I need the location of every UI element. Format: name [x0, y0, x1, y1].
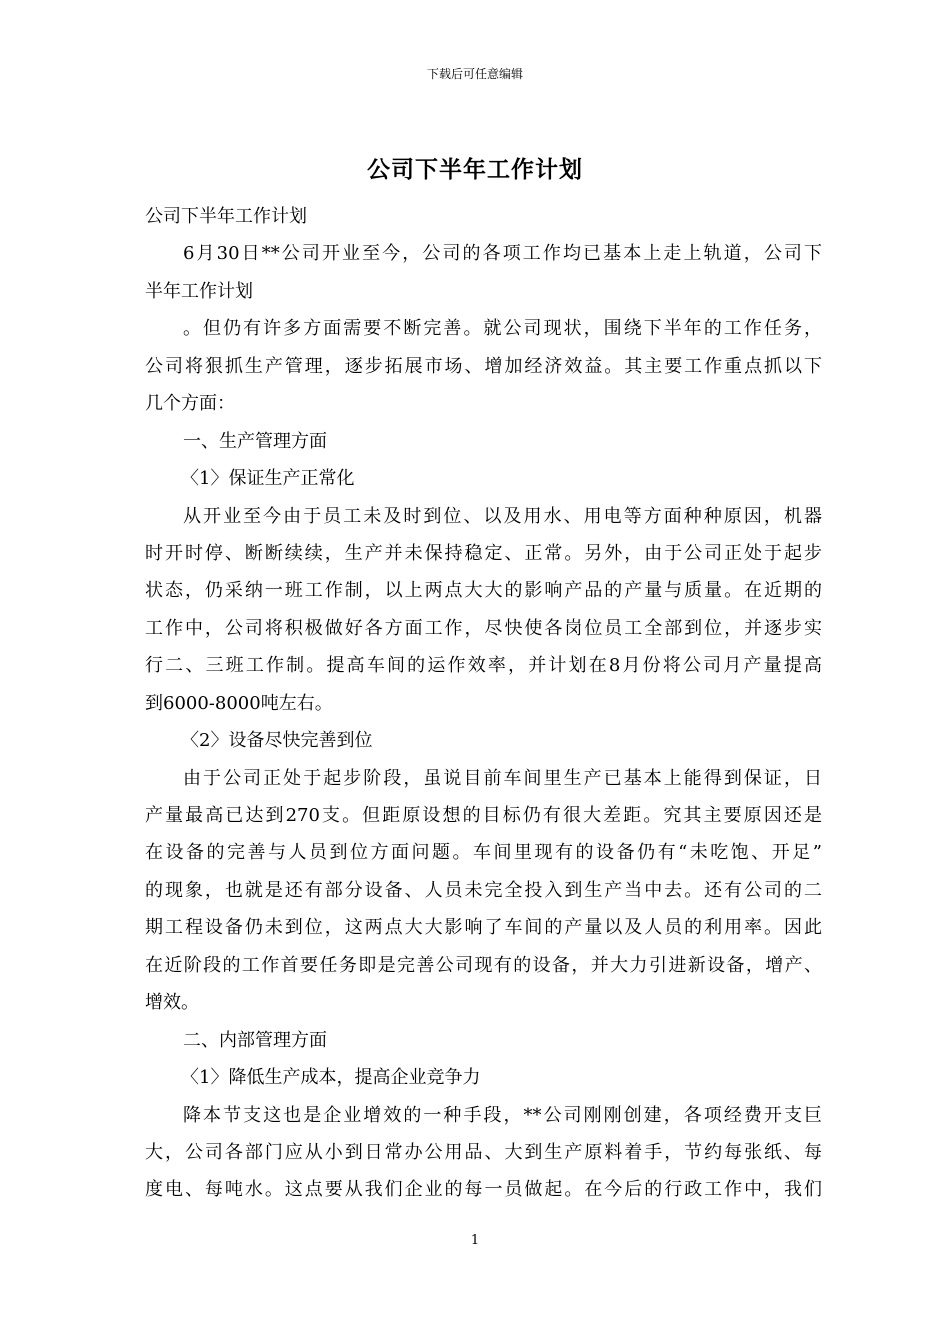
paragraph-line: 在近阶段的工作首要任务即是完善公司现有的设备，并大力引进新设备，增产、	[145, 954, 822, 976]
section-heading: 一、生产管理方面	[183, 430, 327, 452]
paragraph-line: 大，公司各部门应从小到日常办公用品、大到生产原料着手，节约每张纸、每	[145, 1141, 822, 1163]
paragraph-line: 增效。	[145, 992, 199, 1014]
paragraph-line: 由于公司正处于起步阶段，虽说目前车间里生产已基本上能得到保证，日	[183, 767, 822, 789]
subsection-heading: 〈2〉设备尽快完善到位	[181, 730, 373, 752]
paragraph-line: 6月30日**公司开业至今，公司的各项工作均已基本上走上轨道，公司下	[183, 243, 822, 265]
document-title: 公司下半年工作计划	[367, 157, 583, 183]
page-number: 1	[470, 1233, 480, 1248]
paragraph-line: 从开业至今由于员工未及时到位、以及用水、用电等方面种种原因，机器	[183, 505, 822, 527]
page-header: 下载后可任意编辑	[426, 67, 523, 81]
paragraph-line: 公司将狠抓生产管理，逐步拓展市场、增加经济效益。其主要工作重点抓以下	[145, 355, 822, 377]
paragraph-line: 时开时停、断断续续，生产并未保持稳定、正常。另外，由于公司正处于起步	[145, 542, 822, 564]
paragraph-line: 行二、三班工作制。提高车间的运作效率，并计划在8月份将公司月产量提高	[145, 655, 822, 677]
paragraph-line: 降本节支这也是企业增效的一种手段，**公司刚刚创建，各项经费开支巨	[183, 1104, 822, 1126]
paragraph-line: 状态，仍采纳一班工作制，以上两点大大的影响产品的产量与质量。在近期的	[145, 580, 822, 602]
paragraph-line: 到6000-8000吨左右。	[145, 692, 333, 714]
subtitle-line: 公司下半年工作计划	[145, 206, 307, 227]
document-body	[145, 198, 822, 1209]
paragraph-line: 产量最高已达到270支。但距原设想的目标仍有很大差距。究其主要原因还是	[145, 805, 822, 826]
paragraph-line: 半年工作计划	[145, 280, 253, 302]
subsection-heading: 〈1〉降低生产成本，提高企业竞争力	[181, 1067, 481, 1089]
paragraph-line: 几个方面：	[145, 393, 235, 415]
paragraph-line: 期工程设备仍未到位，这两点大大影响了车间的产量以及人员的利用率。因此	[145, 917, 822, 939]
paragraph-line: 度电、每吨水。这点要从我们企业的每一员做起。在今后的行政工作中，我们	[145, 1179, 822, 1201]
paragraph-line: 在设备的完善与人员到位方面问题。车间里现有的设备仍有“未吃饱、开足”	[145, 842, 822, 864]
paragraph-line: 的现象，也就是还有部分设备、人员未完全投入到生产当中去。还有公司的二	[145, 879, 822, 901]
subsection-heading: 〈1〉保证生产正常化	[181, 468, 355, 490]
section-heading: 二、内部管理方面	[183, 1029, 327, 1051]
paragraph-line: 。但仍有许多方面需要不断完善。就公司现状，围绕下半年的工作任务，	[183, 318, 822, 340]
paragraph-line: 工作中，公司将积极做好各方面工作，尽快使各岗位员工全部到位，并逐步实	[145, 617, 822, 639]
